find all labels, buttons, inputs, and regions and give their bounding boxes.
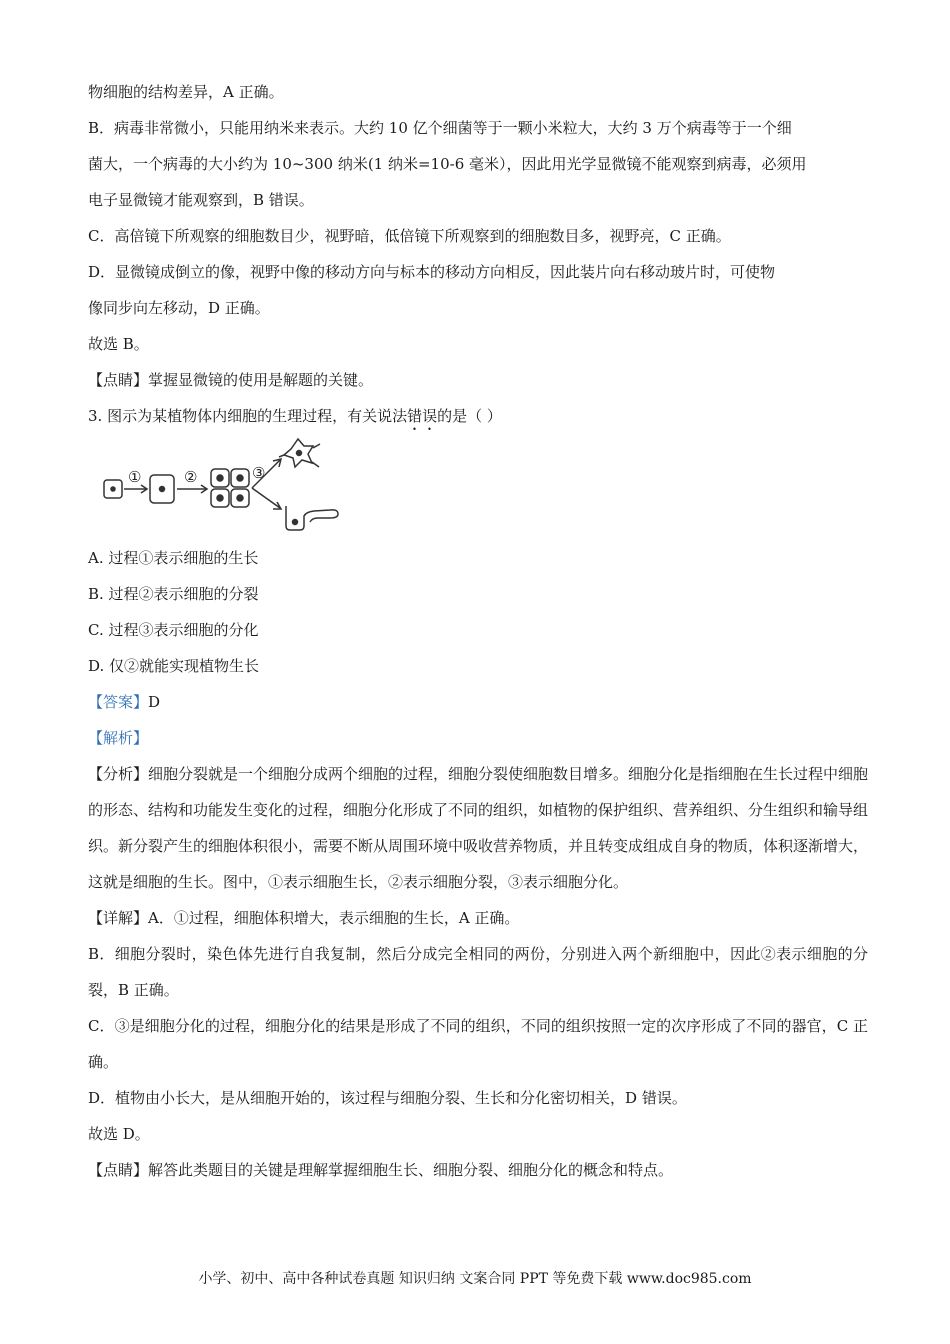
answer-value: D (148, 693, 161, 711)
analysis-label: 【解析】 (88, 729, 149, 747)
option-b: B. 过程②表示细胞的分裂 (88, 585, 259, 603)
label-step-1: ① (128, 468, 142, 486)
arrow-3-down (252, 488, 280, 508)
text-line: D．显微镜成倒立的像，视野中像的移动方向与标本的移动方向相反，因此装片向右移动玻片时，可使物 (88, 263, 776, 281)
analysis-paragraph: 【分析】细胞分裂就是一个细胞分成两个细胞的过程，细胞分裂使细胞数目增多。细胞分化是指细胞在生长过程中细胞的形态、结构和功能发生变化的过程，细胞分化形成了不同的组织，如植物的保护组织、营养组织、分生组织和输导组织。新分裂产生的细胞体积很小，需要不断从周围环境中吸收营养物质，并且转变成组成自身的物质，体积逐渐增大，这就是细胞的生长。图中，①表示细胞生长，②表示细胞分裂，③表示细胞分化。 (88, 765, 869, 891)
text-line: 【点睛】掌握显微镜的使用是解题的关键。 (88, 371, 374, 389)
question-stem: 3. 图示为某植物体内细胞的生理过程，有关说法错误的是（ ） (88, 407, 502, 425)
text-line: 菌大，一个病毒的大小约为 10~300 纳米(1 纳米=10-6 毫米），因此用光学显微镜不能观察到病毒，必须用 (88, 155, 807, 173)
option-a: A. 过程①表示细胞的生长 (88, 549, 259, 567)
text-line: 像同步向左移动，D 正确。 (88, 299, 270, 317)
answer-line (88, 684, 868, 720)
label-step-3: ③ (252, 464, 266, 482)
detail-d: D．植物由小长大，是从细胞开始的，该过程与细胞分裂、生长和分化密切相关，D 错误。 (88, 1089, 687, 1107)
detail-b: B．细胞分裂时，染色体先进行自我复制，然后分成完全相同的两份，分别进入两个新细胞中，因此②表示细胞的分裂，B 正确。 (88, 945, 868, 999)
detail-a: 【详解】A．①过程，细胞体积增大，表示细胞的生长，A 正确。 (88, 909, 520, 927)
answer-label: 【答案】 (88, 693, 149, 711)
emphasis-text: 错误 (407, 407, 438, 425)
conclusion: 故选 D。 (88, 1125, 150, 1143)
option-d: D. 仅②就能实现植物生长 (88, 657, 260, 675)
page-footer: 小学、初中、高中各种试卷真题 知识归纳 文案合同 PPT 等免费下载 www.doc985.com (198, 1271, 752, 1287)
text-line: B．病毒非常微小，只能用纳米来表示。大约 10 亿个细菌等于一颗小米粒大，大约 3 万个病毒等于一个细 (88, 119, 792, 137)
cell-group-divided (211, 469, 249, 507)
cell-process-figure (102, 436, 362, 536)
label-step-2: ② (184, 468, 198, 486)
differentiated-cell-elongated (286, 506, 338, 530)
cell-process-diagram (102, 436, 362, 536)
detail-c: C．③是细胞分化的过程，细胞分化的结果是形成了不同的组织，不同的组织按照一定的次序形成了不同的器官，C 正确。 (88, 1017, 868, 1071)
cell-nucleus (111, 487, 115, 491)
text-line: C．高倍镜下所观察的细胞数目少，视野暗，低倍镜下所观察到的细胞数目多，视野亮，C 正确。 (88, 227, 731, 245)
key-point: 【点睛】解答此类题目的关键是理解掌握细胞生长、细胞分裂、细胞分化的概念和特点。 (88, 1161, 674, 1179)
text-line: 故选 B。 (88, 335, 149, 353)
document-body (88, 74, 868, 1188)
option-c: C. 过程③表示细胞的分化 (88, 621, 259, 639)
text-line: 电子显微镜才能观察到，B 错误。 (88, 191, 314, 209)
text-line: 物细胞的结构差异，A 正确。 (88, 83, 284, 101)
differentiated-cell-star (279, 439, 320, 467)
